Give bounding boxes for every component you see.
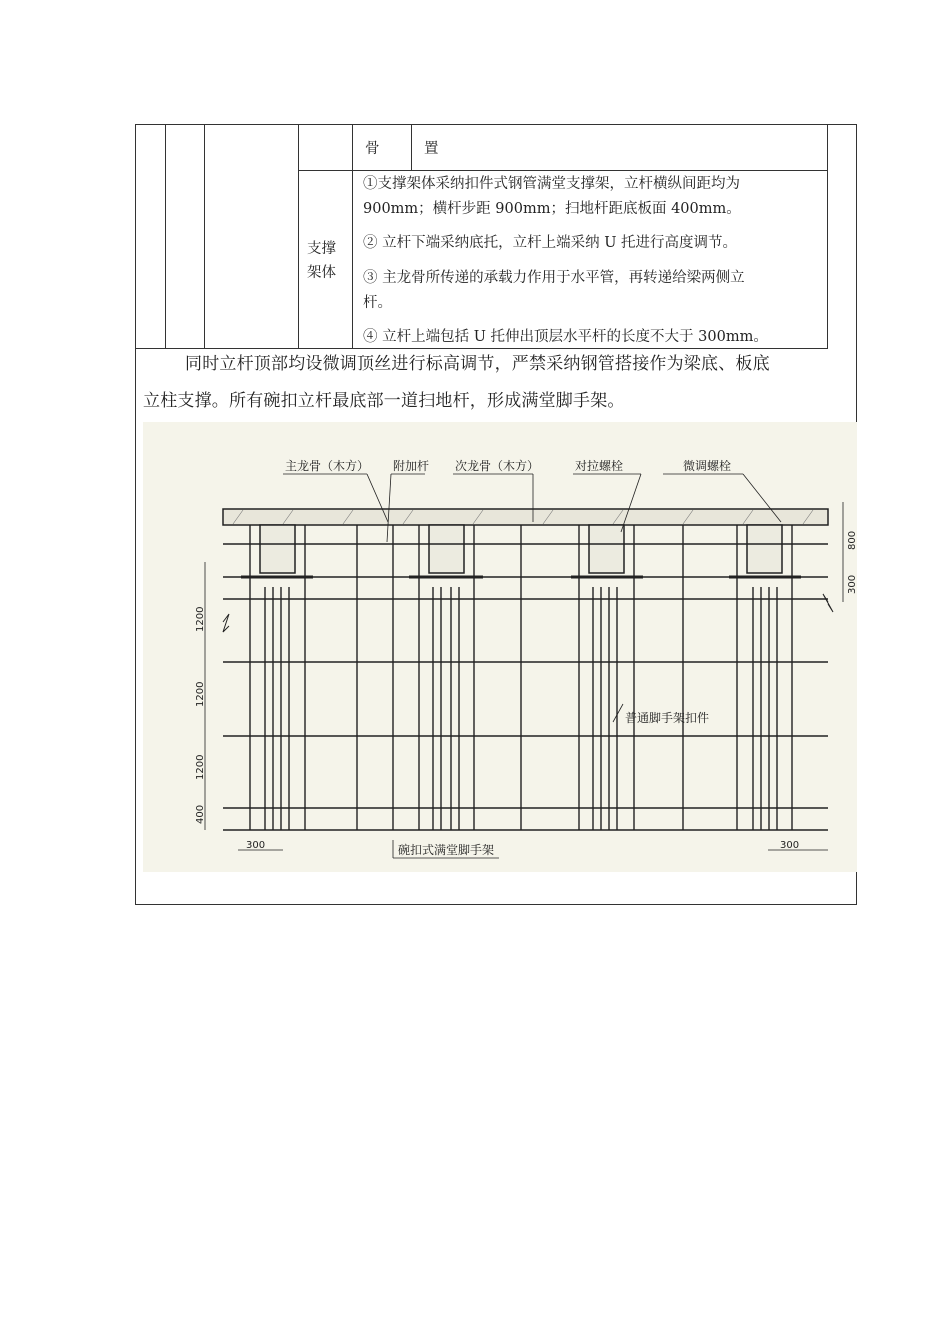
leader-lines	[283, 474, 781, 858]
dim-left-1: 1200	[195, 606, 206, 632]
category-label-line1: 支撑	[307, 241, 336, 257]
dim-bottom-left: 300	[246, 840, 266, 851]
dim-right-2: 300	[847, 574, 857, 594]
item-2-line1: ② 立杆下端采纳底托，立杆上端采纳 U 托进行高度调节。	[363, 235, 738, 251]
label-tie-bolt: 对拉螺栓	[575, 459, 624, 473]
break-mark-left	[223, 614, 229, 632]
dim-left-3: 1200	[195, 754, 206, 780]
item-3-line2: 杆。	[363, 295, 392, 311]
label-bowl-scaffold: 碗扣式满堂脚手架	[398, 843, 495, 857]
table-row-line	[298, 170, 827, 171]
dim-bottom-right: 300	[780, 840, 800, 851]
dim-right-1: 800	[847, 530, 857, 550]
item-1-line2: 900mm；横杆步距 900mm；扫地杆距底板面 400mm。	[363, 201, 741, 217]
cell-top-col1: 骨	[365, 141, 380, 157]
item-4-line1: ④ 立杆上端包括 U 托伸出顶层水平杆的长度不大于 300mm。	[363, 329, 768, 345]
table-right-line	[827, 124, 828, 349]
paragraph-line2: 立柱支撑。所有碗扣立杆最底部一道扫地杆，形成满堂脚手架。	[143, 391, 625, 411]
scaffold-drawing	[143, 422, 857, 872]
paragraph-line1: 同时立杆顶部均设微调顶丝进行标高调节，严禁采纳钢管搭接作为梁底、板底	[185, 354, 770, 374]
dim-left-2: 1200	[195, 681, 206, 707]
category-label-line2: 架体	[307, 265, 336, 281]
cell-top-col2: 置	[424, 141, 439, 157]
label-main-keel: 主龙骨（木方）	[285, 459, 370, 473]
item-3-line1: ③ 主龙骨所传递的承载力作用于水平管，再转递给梁两侧立	[363, 270, 745, 286]
table-col-line-5	[411, 124, 412, 170]
scaffold-drawing-svg	[143, 422, 857, 872]
vertical-posts	[250, 525, 792, 830]
table-bottom-line	[135, 348, 827, 349]
label-adjust-bolt: 微调螺栓	[683, 459, 732, 473]
break-mark-right	[823, 594, 833, 612]
item-1-line1: ①支撑架体采纳扣件式钢管满堂支撑架，立杆横纵间距均为	[363, 176, 740, 192]
label-coupler: 普通脚手架扣件	[625, 711, 710, 725]
table-col-line-4	[352, 124, 353, 349]
floor-slab	[223, 509, 828, 525]
label-secondary-keel: 次龙骨（木方）	[455, 459, 540, 473]
label-extra-bar: 附加杆	[393, 459, 430, 473]
dim-left-4: 400	[195, 804, 206, 824]
table-col-line-3	[298, 124, 299, 349]
table-col-line-2	[204, 124, 205, 349]
table-col-line-1	[165, 124, 166, 349]
